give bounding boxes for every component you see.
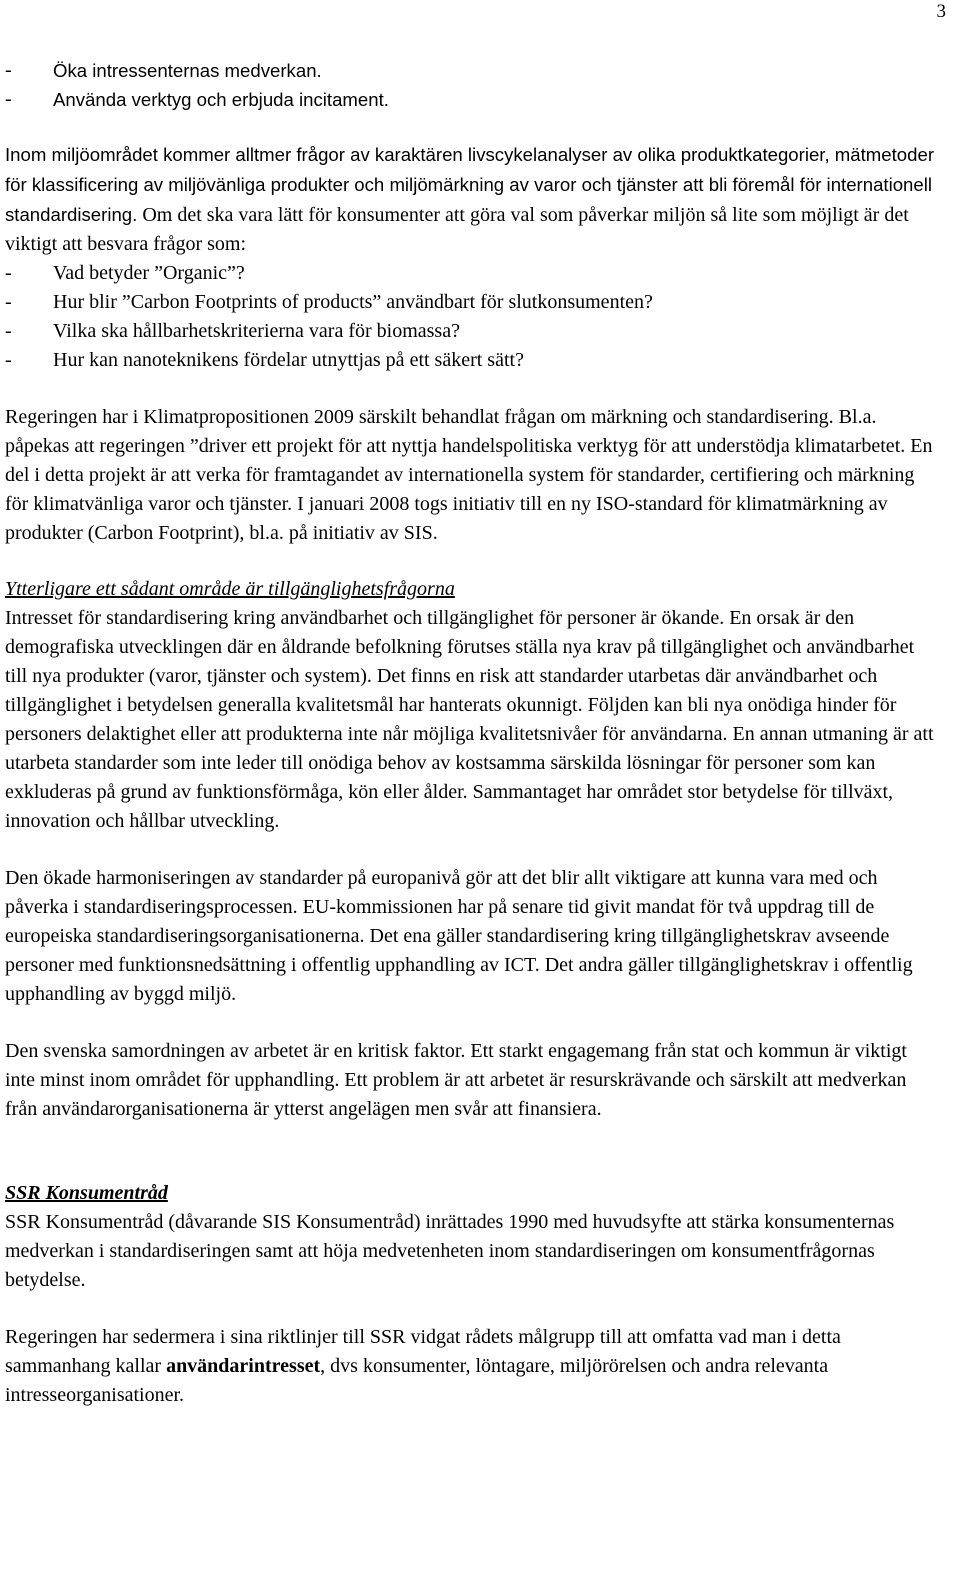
bullet-text: Hur blir ”Carbon Footprints of products” användbart för slutkonsumenten? (53, 291, 653, 313)
bullet-item (5, 317, 940, 346)
bullet-text: Vilka ska hållbarhetskriterierna vara för biomassa? (53, 320, 460, 342)
paragraph-environment-lead: Inom miljöområdet kommer alltmer frågor av karaktären livscykelanalyser av olika produktkategorier, mätmetoder för klassificering av miljövänliga produkter och miljömärkning av varor och tjänster att bli föremål för internationell standardisering. (5, 144, 935, 225)
emphasis-term: användarintresset (166, 1355, 321, 1377)
bullet-item (5, 259, 940, 288)
bullet-list-questions (5, 259, 940, 375)
bullet-dash: - (5, 320, 12, 342)
bullet-item (5, 346, 940, 375)
subheading-accessibility: Ytterligare ett sådant område är tillgänglighetsfrågorna (5, 578, 455, 600)
bullet-text: Vad betyder ”Organic”? (53, 262, 245, 284)
bullet-item (5, 56, 940, 85)
paragraph-target-group-before: Regeringen har sedermera i sina riktlinjer till SSR vidgat rådets målgrupp till att omfatta vad man i detta sammanhang kallar (5, 1326, 841, 1377)
paragraph-environment (5, 140, 940, 259)
bullet-dash: - (5, 262, 12, 284)
paragraph-target-group-after: , dvs konsumenter, löntagare, miljörörelsen och andra relevanta intresseorganisationer. (5, 1355, 829, 1406)
page-number: 3 (936, 1, 946, 22)
paragraph-government: Regeringen har i Klimatpropositionen 2009 särskilt behandlat frågan om märkning och standardisering. Bl.a. påpekas att regeringen ”driver ett projekt för att nyttja handelspolitiska verktyg för att understödja klimatarbetet. En del i detta projekt är att verka för framtagandet av internationella system för standarder, certifiering och märkning för klimatvänliga varor och tjänster. I januari 2008 togs initiativ till en ny ISO-standard för klimatmärkning av produkter (Carbon Footprint), bl.a. på initiativ av SIS. (5, 406, 933, 544)
bullet-dash: - (5, 349, 12, 371)
paragraph-swedish: Den svenska samordningen av arbetet är en kritisk faktor. Ett starkt engagemang från stat och kommun är viktigt inte minst inom området för upphandling. Ett problem är att arbetet är resurskrävande och särskilt att medverkan från användarorganisationerna är ytterst angelägen men svår att finansiera. (5, 1040, 907, 1120)
bullet-dash: - (5, 59, 12, 81)
paragraph-environment-rest: Om det ska vara lätt för konsumenter att göra val som påverkar miljön så lite som möjligt är det viktigt att besvara frågor som: (5, 204, 909, 255)
bullet-text: Hur kan nanoteknikens fördelar utnyttjas på ett säkert sätt? (53, 349, 524, 371)
bullet-dash: - (5, 88, 12, 110)
bullet-text: Öka intressenternas medverkan. (53, 60, 322, 81)
paragraph-target-group (5, 1323, 940, 1410)
paragraph-ssr: SSR Konsumentråd (dåvarande SIS Konsumentråd) inrättades 1990 med huvudsyfte att stärka konsumenternas medverkan i standardiseringen samt att höja medvetenheten inom standardiseringen om konsumentfrågornas betydelse. (5, 1211, 895, 1291)
bullet-item (5, 85, 940, 114)
paragraph-eu: Den ökade harmoniseringen av standarder på europanivå gör att det blir allt viktigare att kunna vara med och påverka i standardiseringsprocessen. EU-kommissionen har på senare tid givit mandat för två uppdrag till de europeiska standardiseringsorganisationerna. Det ena gäller standardisering kring tillgänglighetskrav avseende personer med funktionsnedsättning i offentlig upphandling av ICT. Det andra gäller tillgänglighetskrav i offentlig upphandling av byggd miljö. (5, 867, 913, 1005)
page-content (5, 56, 940, 1410)
bullet-dash: - (5, 291, 12, 313)
paragraph-accessibility: Intresset för standardisering kring användbarhet och tillgänglighet för personer är ökande. En orsak är den demografiska utvecklingen där en åldrande befolkning förutses ställa nya krav på tillgänglighet och användbarhet till nya produkter (varor, tjänster och system). Det finns en risk att standarder utarbetas där användbarhet och tillgänglighet i betydelsen generalla kvalitetsmål har hanterats okunnigt. Följden kan bli nya onödiga hinder för personers delaktighet eller att produkterna inte når möjliga kvalitetsnivåer för användarna. En annan utmaning är att utarbeta standarder som inte leder till onödiga behov av kostsamma särskilda lösningar för personer som kan exkluderas på grund av funktionsförmåga, kön eller ålder. Sammantaget har området stor betydelse för tillväxt, innovation och hållbar utveckling. (5, 607, 934, 832)
bullet-item (5, 288, 940, 317)
bullet-list-top (5, 56, 940, 114)
bullet-text: Använda verktyg och erbjuda incitament. (53, 89, 389, 110)
heading-ssr: SSR Konsumentråd (5, 1182, 168, 1204)
